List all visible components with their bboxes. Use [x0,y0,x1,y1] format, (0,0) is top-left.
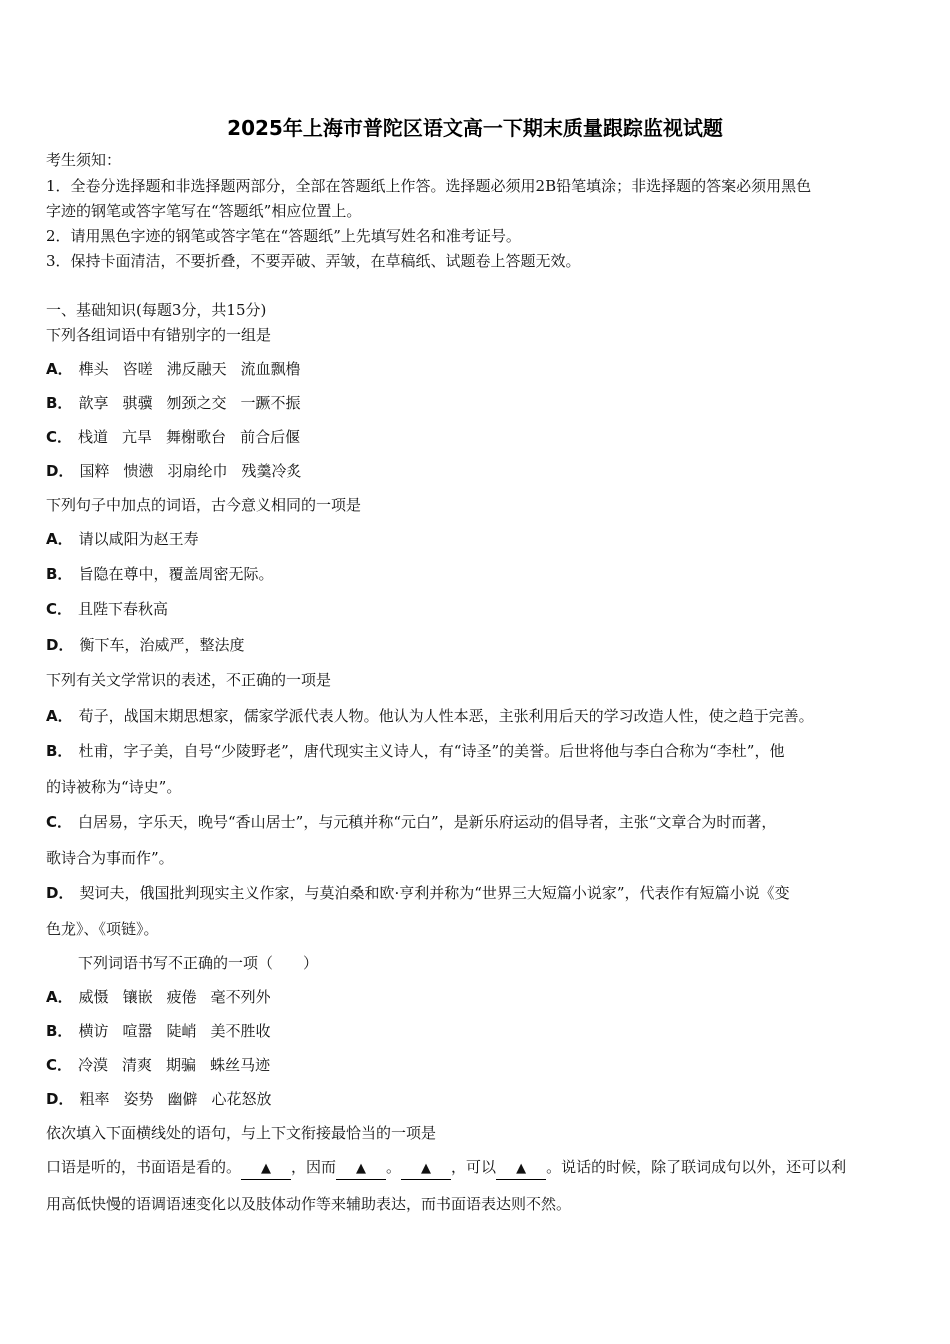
q4-option-c: C． 冷漠 清爽 期骗 蛛丝马迹 [46,1056,271,1074]
fill-blank-2: ▲ [336,1157,386,1180]
q4-option-a: A． 威慑 镶嵌 疲倦 毫不列外 [46,988,271,1006]
q4-stem: 下列词语书写不正确的一项（ ） [78,954,319,972]
notice-heading: 考生须知： [46,151,122,169]
q2-option-a: A． 请以咸阳为赵王寿 [46,530,199,548]
q2-option-c: C． 且陛下春秋高 [46,600,169,618]
q1-option-b: B． 歆享 骐骥 刎颈之交 一蹶不振 [46,394,301,412]
q3-stem: 下列有关文学常识的表述，不正确的一项是 [46,671,332,689]
notice-item-1-cont: 字迹的钢笔或答字笔写在“答题纸”相应位置上。 [46,202,362,220]
q2-option-b: B． 旨隐在尊中，覆盖周密无际。 [46,565,274,583]
notice-item-2: 2．请用黑色字迹的钢笔或答字笔在“答题纸”上先填写姓名和准考证号。 [46,227,521,245]
q4-option-d: D． 粗率 姿势 幽僻 心花怒放 [46,1090,272,1108]
fill-blank-4: ▲ [496,1157,546,1180]
q1-option-d: D． 国粹 愦懑 羽扇纶巾 残羹冷炙 [46,462,302,480]
q1-option-c: C． 栈道 亢旱 舞榭歌台 前合后偃 [46,428,301,446]
q5-stem: 依次填入下面横线处的语句，与上下文衔接最恰当的一项是 [46,1124,437,1142]
fill-blank-3: ▲ [401,1157,451,1180]
q1-option-a: A． 榫头 咨嗟 沸反融天 流血飘橹 [46,360,301,378]
q3-option-c: C． 白居易，字乐天，晚号“香山居士”，与元稹并称“元白”，是新乐府运动的倡导者，主张“文章合为时而著， [46,813,777,831]
q4-option-b: B． 横访 喧嚣 陡峭 美不胜收 [46,1022,271,1040]
notice-item-3: 3．保持卡面清洁，不要折叠，不要弄破、弄皱，在草稿纸、试题卷上答题无效。 [46,252,581,270]
section-heading: 一、基础知识(每题3分，共15分) [46,301,267,319]
q1-stem: 下列各组词语中有错别字的一组是 [46,326,272,344]
q3-option-c-cont: 歌诗合为事而作”。 [46,849,174,867]
q3-option-d-cont: 色龙》、《项链》。 [46,920,159,938]
q2-option-d: D． 衡下车，治威严，整法度 [46,636,245,654]
fill-blank-1: ▲ [241,1157,291,1180]
page-title: 2025年上海市普陀区语文高一下期末质量跟踪监视试题 [227,116,723,140]
q3-option-a: A． 荀子，战国末期思想家，儒家学派代表人物。他认为人性本恶，主张利用后天的学习改造人性，使之趋于完善。 [46,707,814,725]
q3-option-d: D． 契诃夫，俄国批判现实主义作家，与莫泊桑和欧·亨利并称为“世界三大短篇小说家”，代表作有短篇小说《变 [46,884,790,902]
notice-item-1: 1．全卷分选择题和非选择题两部分，全部在答题纸上作答。选择题必须用2B铅笔填涂；非选择题的答案必须用黑色 [46,177,812,195]
q5-passage-line-1: 口语是听的，书面语是看的。 ▲ ，因而 ▲ 。 ▲ ，可以 ▲ 。说话的时候，除了联词成句以外，还可以利 [46,1157,846,1180]
q3-option-b-cont: 的诗被称为“诗史”。 [46,778,182,796]
q2-stem: 下列句子中加点的词语，古今意义相同的一项是 [46,496,362,514]
q5-passage-line-2: 用高低快慢的语调语速变化以及肢体动作等来辅助表达，而书面语表达则不然。 [46,1195,572,1213]
q3-option-b: B． 杜甫，字子美，自号“少陵野老”，唐代现实主义诗人，有“诗圣”的美誉。后世将他与李白合称为“李杜”，他 [46,742,785,760]
